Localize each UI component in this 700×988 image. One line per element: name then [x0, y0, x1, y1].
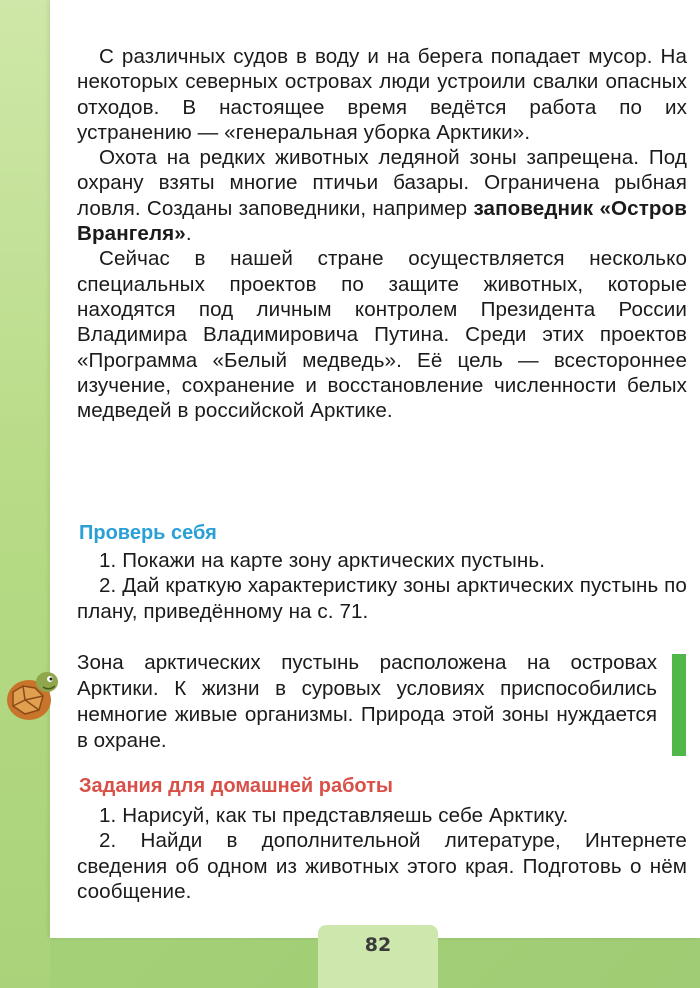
check-item-2: 2. Дай краткую характеристику зоны арктических пустынь по плану, приведённому на с. 71. [77, 574, 687, 623]
turtle-mascot-icon [3, 660, 69, 726]
homework-item-1: 1. Нарисуй, как ты представляешь себе Арктику. [99, 804, 569, 827]
homework-item-2: 2. Найди в дополнительной литературе, Интернете сведения об одном из животных этого края. Подготовь о нём сообщение. [77, 829, 687, 903]
paragraph-protection [77, 145, 687, 246]
paragraph-projects: Сейчас в нашей стране осуществляется несколько специальных проектов по защите животных, которые находятся под личным контролем Президента России Владимира Владимировича Путина. Среди этих проектов «Программа «Белый медведь». Её цель — всестороннее изучение, сохранение и восстановление численности белых медведей в российской Арктике. [77, 247, 687, 423]
left-green-strip [0, 0, 50, 988]
paragraph-garbage: С различных судов в воду и на берега попадает мусор. На некоторых северных островах люди устроили свалки опасных отходов. В настоящее время ведётся работа по их устранению — «генеральная уборка Арктики». [77, 45, 687, 144]
homework-list [77, 803, 687, 904]
check-item-1: 1. Покажи на карте зону арктических пустынь. [99, 549, 546, 572]
check-yourself-list [77, 548, 687, 624]
summary-box: Зона арктических пустынь расположена на островах Арктики. К жизни в суровых условиях приспособились немногие живые организмы. Природа этой зоны нуждается в охране. [77, 651, 657, 752]
paragraph-protection-end: . [185, 222, 192, 246]
check-yourself-heading: Проверь себя [79, 522, 217, 544]
summary-marker-bar [672, 654, 686, 756]
main-text [77, 44, 687, 423]
paragraph-protection-start: Охота на редких животных ледяной зоны запрещена. Под охрану взяты многие птичьи базары. Ограничена рыбная ловля. Созданы заповедники, например [77, 146, 687, 220]
page-number: 82 [364, 934, 392, 956]
homework-heading: Задания для домашней работы [79, 775, 394, 797]
wrangel-reserve-term: заповедник «Остров Врангеля» [77, 196, 687, 246]
